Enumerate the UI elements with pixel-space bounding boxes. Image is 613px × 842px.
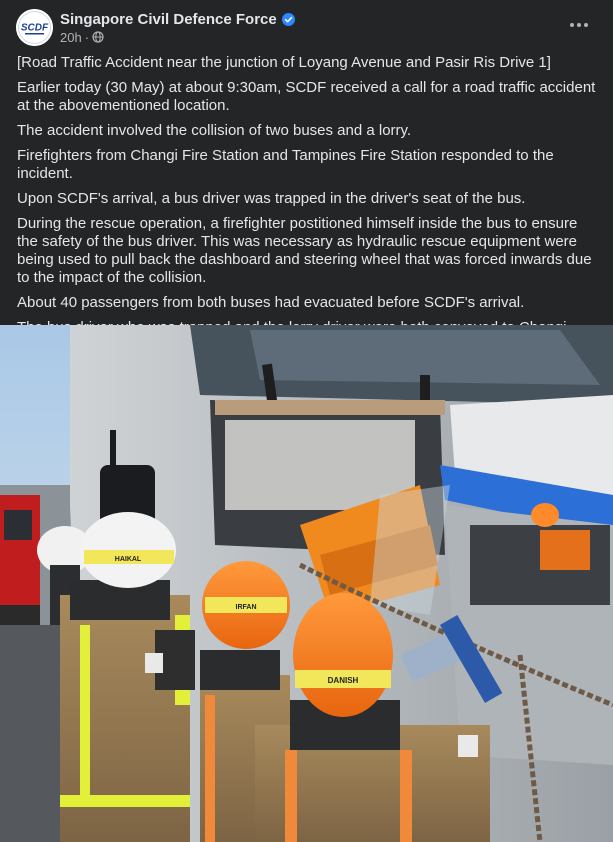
page-name[interactable]: Singapore Civil Defence Force <box>60 10 277 28</box>
helmet-label: HAIKAL <box>114 556 142 563</box>
post-paragraph: Upon SCDF's arrival, a bus driver was trapped in the driver's seat of the bus. <box>17 190 526 207</box>
shoulder-patch <box>145 653 163 673</box>
page-name-row <box>60 10 295 28</box>
post-photo[interactable] <box>0 325 613 842</box>
meta-separator: · <box>84 29 90 45</box>
globe-icon <box>92 31 104 43</box>
post-paragraph: The accident involved the collision of two buses and a lorry. <box>17 122 412 139</box>
post-paragraph: During the rescue operation, a firefighter postitioned himself inside the bus to ensure the safety of the bus driver. This was necessary as hydraulic rescue equipment were being used to pull back the dashboard and steering wheel that was forced inwards due to the impact of the collision. <box>17 215 592 286</box>
helmet-label: IRFAN <box>235 604 257 611</box>
scdf-logo <box>16 9 53 46</box>
helmet-label: DANISH <box>327 676 359 685</box>
page-avatar[interactable] <box>16 9 53 46</box>
avatar-logo-text: SCDF <box>20 22 49 34</box>
post-timestamp[interactable]: 20h <box>60 29 82 45</box>
post-paragraph: Earlier today (30 May) at about 9:30am, SCDF received a call for a road traffic accident at the abovementioned location. <box>17 79 596 114</box>
post-text <box>17 54 599 362</box>
post-paragraph: Firefighters from Changi Fire Station and Tampines Fire Station responded to the incident. <box>17 147 554 182</box>
accident-scene-image <box>0 325 613 842</box>
verified-badge-icon <box>282 13 295 26</box>
post-paragraph: About 40 passengers from both buses had evacuated before SCDF's arrival. <box>17 294 525 311</box>
post-meta <box>60 29 104 45</box>
more-options-icon[interactable] <box>567 15 591 35</box>
post-header <box>16 9 597 49</box>
post-paragraph: [Road Traffic Accident near the junction of Loyang Avenue and Pasir Ris Drive 1] <box>17 54 551 71</box>
